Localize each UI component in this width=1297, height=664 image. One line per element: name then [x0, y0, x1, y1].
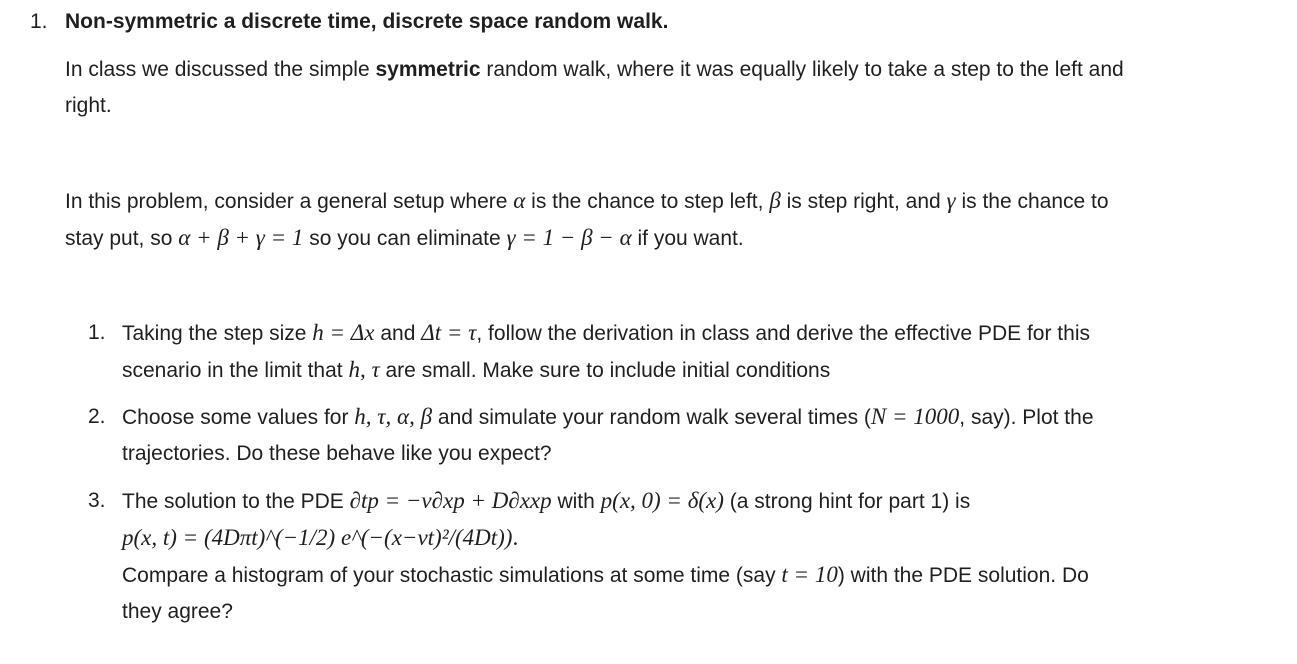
- math-time-step: Δt = τ: [421, 320, 477, 345]
- math-time-value: t = 10: [781, 562, 838, 587]
- subitem-text: Taking the step size: [122, 322, 313, 345]
- subitem-line: [122, 315, 1297, 352]
- setup-text: if you want.: [631, 227, 744, 250]
- subitem-body: [122, 483, 1297, 630]
- subitem-line: [122, 399, 1297, 436]
- problem-number: 1.: [30, 10, 48, 33]
- subitem-text: are small. Make sure to include initial conditions: [379, 359, 831, 382]
- subitem-line: [122, 483, 1297, 520]
- subitem-text: and simulate your random walk several times (: [432, 406, 871, 429]
- intro-paragraph: [65, 52, 1297, 124]
- setup-text: stay put, so: [65, 227, 179, 250]
- intro-line-2: right.: [65, 94, 112, 117]
- math-params: h, τ, α, β: [354, 404, 433, 429]
- subitem-number: 1.: [88, 321, 106, 344]
- math-eliminate-gamma: γ = 1 − β − α: [506, 225, 632, 250]
- intro-line-1: [65, 52, 1297, 88]
- subitem-line: trajectories. Do these behave like you expect?: [122, 442, 552, 465]
- intro-bold-word: symmetric: [375, 58, 481, 81]
- setup-text: is step right, and: [780, 190, 947, 213]
- setup-text: is the chance to: [955, 190, 1109, 213]
- subitem-text: Compare a histogram of your stochastic simulations at some time (say: [122, 564, 782, 587]
- setup-line-2: [65, 220, 1297, 257]
- subitem-text: scenario in the limit that: [122, 359, 349, 382]
- intro-text: In class we discussed the simple: [65, 58, 376, 81]
- setup-paragraph: [65, 183, 1297, 257]
- subitem-body: [122, 399, 1297, 472]
- intro-text-rest: random walk, where it was equally likely to take a step to the left and: [480, 58, 1124, 81]
- math-beta: β: [769, 188, 781, 213]
- subitem-text: , say). Plot the: [959, 406, 1094, 429]
- subitem-text: and: [374, 322, 422, 345]
- subitem-text: Choose some values for: [122, 406, 355, 429]
- subitem-text: (a strong hint for part 1) is: [723, 490, 971, 513]
- subitem-number: 3.: [88, 489, 106, 512]
- subitem-line: [122, 352, 1297, 389]
- math-small-params: h, τ: [348, 357, 380, 382]
- math-initial-condition: p(x, 0) = δ(x): [600, 488, 724, 513]
- subitem-text: ) with the PDE solution. Do: [837, 564, 1089, 587]
- subitem-number: 2.: [88, 405, 106, 428]
- subitem-line: [122, 557, 1297, 594]
- setup-line-1: [65, 183, 1297, 220]
- setup-text: In this problem, consider a general setup where: [65, 190, 514, 213]
- math-step-size: h = Δx: [312, 320, 375, 345]
- math-sum-constraint: α + β + γ = 1: [178, 225, 304, 250]
- subitem-text: with: [551, 490, 601, 513]
- math-n-runs: N = 1000: [870, 404, 960, 429]
- subitem-text: , follow the derivation in class and derive the effective PDE for this: [476, 322, 1090, 345]
- math-alpha: α: [513, 188, 526, 213]
- math-pde: ∂tp = −v∂xp + D∂xxp: [349, 488, 552, 513]
- problem-title: Non-symmetric a discrete time, discrete space random walk.: [65, 10, 669, 33]
- subitem-line: p(x, t) = (4Dπt)^(−1/2) e^(−(x−vt)²/(4Dt)).: [122, 525, 519, 550]
- subitem-line: they agree?: [122, 600, 233, 623]
- setup-text: so you can eliminate: [303, 227, 507, 250]
- setup-text: is the chance to step left,: [525, 190, 770, 213]
- math-gamma: γ: [946, 188, 956, 213]
- subitem-text: The solution to the PDE: [122, 490, 350, 513]
- subitem-body: [122, 315, 1297, 389]
- math-solution: p(x, t) = (4Dπt)^(−1/2) e^(−(x−vt)²/(4Dt)): [122, 525, 513, 550]
